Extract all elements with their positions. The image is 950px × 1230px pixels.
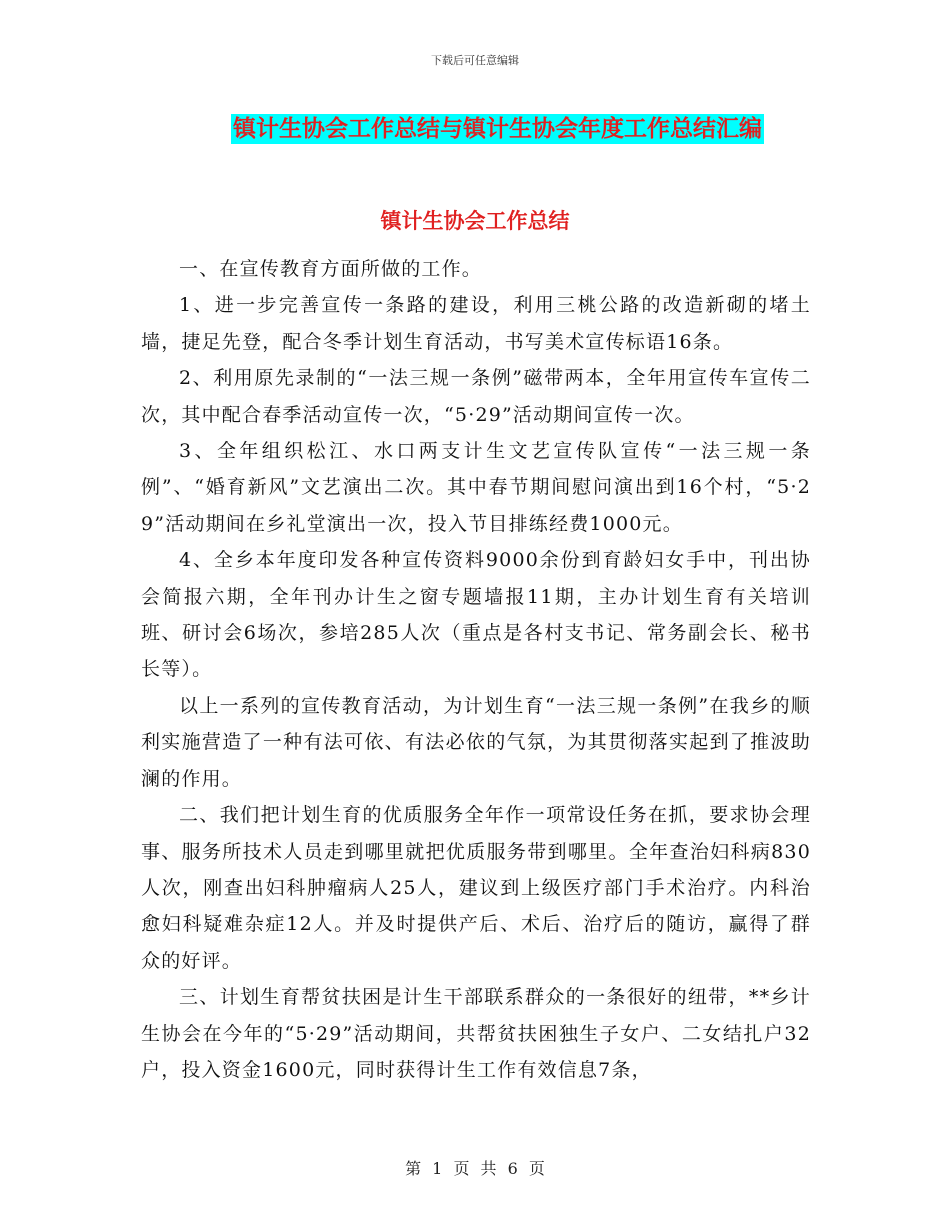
paragraph: 1、进一步完善宣传一条路的建设，利用三桃公路的改造新砌的堵土墙，捷足先登，配合冬季计划生育活动，书写美术宣传标语16条。 (141, 294, 811, 353)
section-title: 镇计生协会工作总结 (380, 209, 570, 233)
main-title: 镇计生协会工作总结与镇计生协会年度工作总结汇编 (233, 116, 762, 142)
paragraph: 3、全年组织松江、水口两支计生文艺宣传队宣传“一法三规一条例”、“婚育新风”文艺演出二次。其中春节期间慰问演出到16个村，“5·29”活动期间在乡礼堂演出一次，投入节目排练经费1000元。 (141, 440, 811, 535)
main-title-container (0, 114, 950, 144)
paragraph: 4、全乡本年度印发各种宣传资料9000余份到育龄妇女手中，刊出协会简报六期，全年刊办计生之窗专题墙报11期，主办计划生育有关培训班、研讨会6场次，参培285人次（重点是各村支书记、常务副会长、秘书长等）。 (141, 549, 811, 681)
paragraph: 以上一系列的宣传教育活动，为计划生育“一法三规一条例”在我乡的顺利实施营造了一种有法可依、有法必依的气氛，为其贯彻落实起到了推波助澜的作用。 (141, 694, 811, 790)
page-number: 第 1 页 共 6 页 (405, 1159, 545, 1178)
page-header-note: 下载后可任意编辑 (431, 54, 519, 67)
paragraph: 二、我们把计划生育的优质服务全年作一项常设任务在抓，要求协会理事、服务所技术人员走到哪里就把优质服务带到哪里。全年查治妇科病830人次，刚查出妇科肿瘤病人25人，建议到上级医疗部门手术治疗。内科治愈妇科疑难杂症12人。并及时提供产后、术后、治疗后的随访，赢得了群众的好评。 (141, 804, 811, 972)
paragraph: 2、利用原先录制的“一法三规一条例”磁带两本，全年用宣传车宣传二次，其中配合春季活动宣传一次，“5·29”活动期间宣传一次。 (141, 367, 811, 426)
paragraph: 一、在宣传教育方面所做的工作。 (179, 258, 483, 280)
body-text (141, 251, 811, 1088)
paragraph: 三、计划生育帮贫扶困是计生干部联系群众的一条很好的纽带，**乡计生协会在今年的“5·29”活动期间，共帮贫扶困独生子女户、二女结扎户32户，投入资金1600元，同时获得计生工作有效信息7条， (141, 986, 811, 1081)
